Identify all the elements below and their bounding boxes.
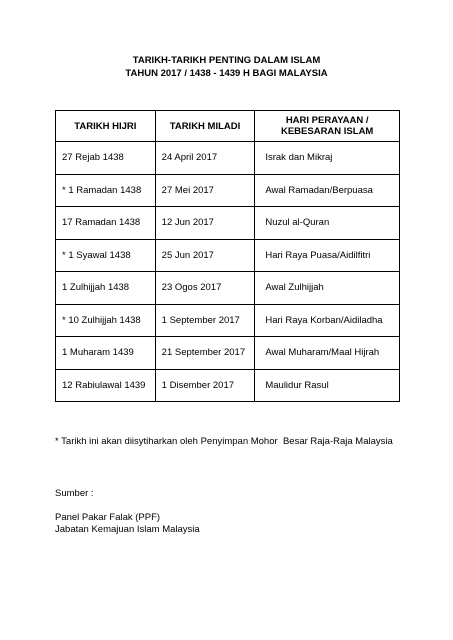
cell-hijri: * 1 Syawal 1438 [56,239,156,272]
footnote: * Tarikh ini akan diisytiharkan oleh Penyimpan Mohor Besar Raja-Raja Malaysia [55,436,393,447]
table-row [56,142,400,175]
source-label: Sumber : [55,488,94,499]
cell-hijri: 1 Muharam 1439 [56,337,156,370]
cell-event: Awal Zulhijjah [255,272,400,305]
cell-miladi: 1 September 2017 [155,304,255,337]
cell-hijri: 12 Rabiulawal 1439 [56,369,156,402]
cell-event: Hari Raya Puasa/Aidilfitri [255,239,400,272]
table-row [56,369,400,402]
cell-miladi: 23 Ogos 2017 [155,272,255,305]
cell-hijri: 17 Ramadan 1438 [56,207,156,240]
table-row [56,174,400,207]
cell-event: Maulidur Rasul [255,369,400,402]
cell-miladi: 1 Disember 2017 [155,369,255,402]
events-table [55,110,400,402]
table-row [56,337,400,370]
cell-event: Nuzul al-Quran [255,207,400,240]
cell-hijri: * 1 Ramadan 1438 [56,174,156,207]
cell-event: Awal Muharam/Maal Hijrah [255,337,400,370]
cell-event: Hari Raya Korban/Aidiladha [255,304,400,337]
header-hari-perayaan-line2: KEBESARAN ISLAM [280,126,374,137]
table-row [56,304,400,337]
cell-miladi: 21 September 2017 [155,337,255,370]
cell-miladi: 27 Mei 2017 [155,174,255,207]
cell-hijri: 1 Zulhijjah 1438 [56,272,156,305]
header-tarikh-hijri: TARIKH HIJRI [56,111,156,142]
cell-hijri: 27 Rejab 1438 [56,142,156,175]
cell-miladi: 12 Jun 2017 [155,207,255,240]
source-line1: Panel Pakar Falak (PPF) [55,512,161,523]
cell-event: Israk dan Mikraj [255,142,400,175]
table-row [56,207,400,240]
header-hari-perayaan-line1: HARI PERAYAAN / [285,115,369,126]
table-row [56,239,400,272]
cell-hijri: * 10 Zulhijjah 1438 [56,304,156,337]
document-title-line2: TAHUN 2017 / 1438 - 1439 H BAGI MALAYSIA [125,68,328,79]
table-header-row [56,111,400,142]
document-title-line1: TARIKH-TARIKH PENTING DALAM ISLAM [132,55,321,66]
cell-event: Awal Ramadan/Berpuasa [255,174,400,207]
header-tarikh-miladi: TARIKH MILADI [155,111,255,142]
source-line2: Jabatan Kemajuan Islam Malaysia [55,524,200,535]
table-row [56,272,400,305]
cell-miladi: 24 April 2017 [155,142,255,175]
cell-miladi: 25 Jun 2017 [155,239,255,272]
header-hari-perayaan [255,111,400,142]
